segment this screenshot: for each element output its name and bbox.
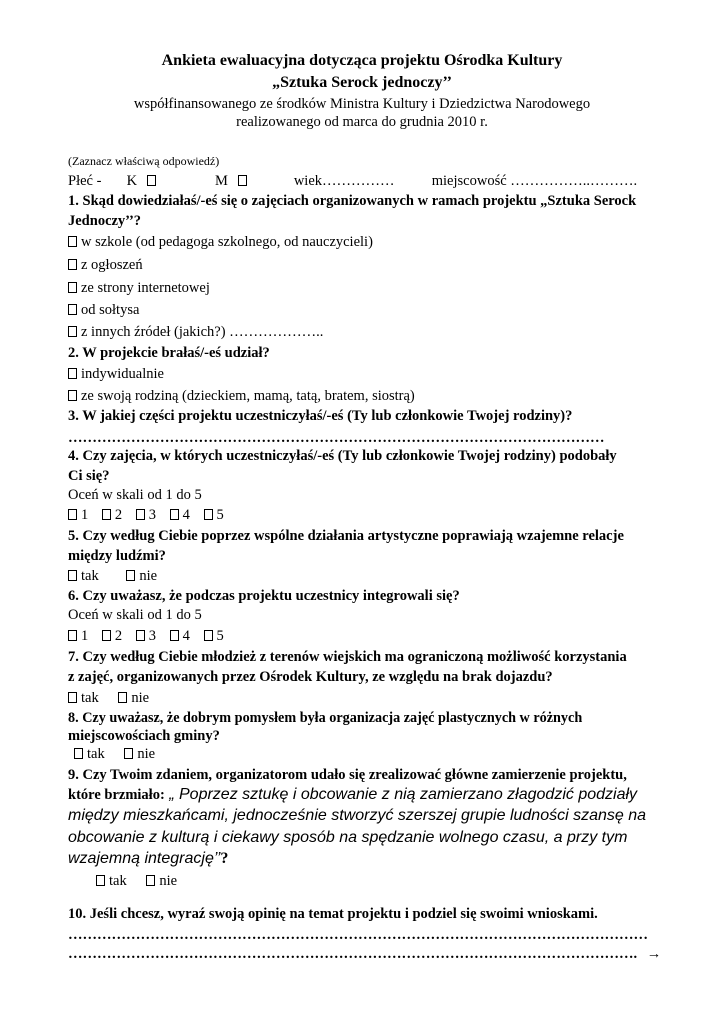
rating-label: 4 — [182, 628, 190, 644]
q4-rating-3[interactable] — [136, 505, 156, 525]
q4-text-line1: 4. Czy zajęcia, w których uczestniczyłaś/-eś (Ty lub członkowie Twojej rodziny) podobały — [68, 448, 617, 464]
q9-option-no[interactable] — [146, 871, 177, 891]
q6-rating-row — [68, 626, 668, 646]
checkbox-icon[interactable] — [68, 304, 77, 315]
checkbox-icon[interactable] — [68, 570, 77, 581]
gender-female-checkbox[interactable] — [147, 175, 156, 186]
q4-scale-label: Oceń w skali od 1 do 5 — [68, 487, 202, 503]
rating-label: 5 — [216, 507, 224, 523]
q2-option-2[interactable] — [68, 386, 668, 406]
q6-rating-1[interactable] — [68, 626, 88, 646]
q4-rating-4[interactable] — [170, 505, 190, 525]
q10-answer-line2-row — [68, 944, 668, 964]
survey-subtitle-line2: realizowanego od marca do grudnia 2010 r. — [236, 114, 488, 130]
option-label: tak — [81, 568, 99, 584]
q1-option-label: od sołtysa — [81, 302, 140, 318]
gender-label: Płeć - — [68, 173, 102, 189]
q9-lead-text: które brzmiało: — [68, 787, 165, 803]
q6-text: 6. Czy uważasz, że podczas projektu uczestnicy integrowali się? — [68, 588, 460, 604]
checkbox-icon[interactable] — [68, 236, 77, 247]
checkbox-icon[interactable] — [68, 259, 77, 270]
checkbox-icon[interactable] — [102, 509, 111, 520]
q7-options — [68, 688, 668, 708]
checkbox-icon[interactable] — [118, 692, 127, 703]
q1-option-4[interactable] — [68, 300, 668, 320]
survey-title-line2: „Sztuka Serock jednoczy’’ — [272, 74, 452, 91]
rating-label: 3 — [148, 507, 156, 523]
q8-options — [74, 744, 674, 764]
q1-option-3[interactable] — [68, 278, 668, 298]
q1-option-5[interactable] — [68, 322, 668, 342]
checkbox-icon[interactable] — [126, 570, 135, 581]
checkbox-icon[interactable] — [68, 509, 77, 520]
q6-rating-2[interactable] — [102, 626, 122, 646]
rating-label: 3 — [148, 628, 156, 644]
q10-text: 10. Jeśli chcesz, wyraź swoją opinię na temat projektu i podziel się swoimi wnioskami. — [68, 906, 598, 922]
survey-subtitle-line1: współfinansowanego ze środków Ministra Kultury i Dziedzictwa Narodowego — [133, 96, 591, 112]
checkbox-icon[interactable] — [68, 282, 77, 293]
checkbox-icon[interactable] — [204, 509, 213, 520]
rating-label: 2 — [114, 507, 123, 523]
q2-text: 2. W projekcie brałaś/-eś udział? — [68, 345, 270, 361]
q7-option-yes[interactable] — [68, 688, 99, 708]
checkbox-icon[interactable] — [68, 390, 77, 401]
q1-text-line2: Jednoczy’’? — [68, 213, 142, 229]
checkbox-icon[interactable] — [124, 748, 133, 759]
gender-male-label: M — [215, 173, 228, 189]
q6-scale-label: Oceń w skali od 1 do 5 — [68, 607, 202, 623]
checkbox-icon[interactable] — [68, 692, 77, 703]
q8-option-yes[interactable] — [74, 744, 105, 764]
q2-option-label: indywidualnie — [81, 366, 164, 382]
instruction-text: (Zaznacz właściwą odpowiedź) — [68, 154, 220, 168]
q4-rating-1[interactable] — [68, 505, 88, 525]
checkbox-icon[interactable] — [68, 630, 77, 641]
q5-option-no[interactable] — [126, 566, 157, 586]
rating-label: 1 — [81, 507, 89, 523]
q2-option-label: ze swoją rodziną (dzieckiem, mamą, tatą, bratem, siostrą) — [81, 388, 415, 404]
q3-text: 3. W jakiej części projektu uczestniczyłaś/-eś (Ty lub członkowie Twojej rodziny)? — [68, 408, 573, 424]
q1-option-label: z innych źródeł (jakich?) ……………….. — [81, 324, 324, 340]
q4-text-line2: Ci się? — [68, 468, 110, 484]
checkbox-icon[interactable] — [68, 368, 77, 379]
q1-text-line1: 1. Skąd dowiedziałaś/-eś się o zajęciach organizowanych w ramach projektu „Sztuka Serock — [68, 193, 637, 209]
checkbox-icon[interactable] — [136, 630, 145, 641]
option-label: nie — [131, 690, 150, 706]
q10-answer-line2[interactable]: ………………………………………………………………………………………………………. — [68, 946, 638, 962]
q1-option-label: z ogłoszeń — [81, 257, 143, 273]
checkbox-icon[interactable] — [102, 630, 111, 641]
q5-option-yes[interactable] — [68, 566, 99, 586]
checkbox-icon[interactable] — [74, 748, 83, 759]
q1-option-1[interactable] — [68, 232, 668, 252]
q6-rating-4[interactable] — [170, 626, 190, 646]
rating-label: 5 — [216, 628, 224, 644]
rating-label: 2 — [114, 628, 123, 644]
checkbox-icon[interactable] — [96, 875, 105, 886]
q9-quote-line3: obcowanie z kulturą i ciekawy sposób na spędzanie wolnego czasu, a przy tym — [68, 829, 628, 846]
checkbox-icon[interactable] — [204, 630, 213, 641]
q3-answer-line[interactable]: ………………………………………………………………………………………………… — [68, 430, 605, 446]
q8-text-line1: 8. Czy uważasz, że dobrym pomysłem była organizacja zajęć plastycznych w różnych — [68, 710, 583, 726]
checkbox-icon[interactable] — [170, 630, 179, 641]
q1-option-2[interactable] — [68, 255, 668, 275]
q1-option-label: ze strony internetowej — [81, 280, 210, 296]
q8-text-line2: miejscowościach gminy? — [68, 728, 220, 744]
q4-rating-row — [68, 505, 668, 525]
q1-option-label: w szkole (od pedagoga szkolnego, od nauczycieli) — [81, 234, 373, 250]
q9-question-mark: ? — [220, 850, 229, 867]
q2-option-1[interactable] — [68, 364, 668, 384]
checkbox-icon[interactable] — [136, 509, 145, 520]
rating-label: 4 — [182, 507, 190, 523]
q5-options — [68, 566, 668, 586]
option-label: nie — [139, 568, 158, 584]
survey-title-line1: Ankieta ewaluacyjna dotycząca projektu Ośrodka Kultury — [161, 52, 563, 69]
q9-option-yes[interactable] — [96, 871, 127, 891]
gender-male-checkbox[interactable] — [238, 175, 247, 186]
age-field[interactable]: wiek…………… — [293, 173, 395, 189]
demographics-row — [68, 171, 668, 191]
q8-option-no[interactable] — [124, 744, 155, 764]
checkbox-icon[interactable] — [170, 509, 179, 520]
gender-female-label: K — [126, 173, 138, 189]
q7-text-line2: z zajęć, organizowanych przez Ośrodek Kultury, ze względu na brak dojazdu? — [68, 669, 553, 685]
q9-options — [96, 871, 696, 891]
q9-quote-line2: między mieszkańcami, jednocześnie stworzyć szerszej grupie ludności szansę na — [68, 807, 647, 824]
q6-rating-3[interactable] — [136, 626, 156, 646]
arrow-right-icon: → — [646, 946, 662, 962]
checkbox-icon[interactable] — [68, 326, 77, 337]
option-label: tak — [81, 690, 99, 706]
place-field[interactable]: miejscowość ……………..………. — [431, 173, 638, 189]
q4-rating-5[interactable] — [204, 505, 224, 525]
q10-answer-line1[interactable]: ………………………………………………………………………………………………………… — [68, 927, 648, 943]
q9-quote-end: wzajemną integrację’’ — [68, 850, 221, 867]
q5-text-line1: 5. Czy według Ciebie poprzez wspólne działania artystyczne poprawiają wzajemne relacje — [68, 528, 624, 544]
option-label: tak — [109, 873, 127, 889]
rating-label: 1 — [81, 628, 89, 644]
q9-text-line1: 9. Czy Twoim zdaniem, organizatorom udało się zrealizować główne zamierzenie projektu, — [68, 767, 627, 783]
q7-text-line1: 7. Czy według Ciebie młodzież z terenów wiejskich ma ograniczoną możliwość korzystania — [68, 649, 627, 665]
q9-quote-line1: „ Poprzez sztukę i obcowanie z nią zamierzano złagodzić podziały — [164, 786, 638, 803]
q4-rating-2[interactable] — [102, 505, 122, 525]
option-label: tak — [87, 746, 105, 762]
q6-rating-5[interactable] — [204, 626, 224, 646]
option-label: nie — [137, 746, 156, 762]
q7-option-no[interactable] — [118, 688, 149, 708]
q9-quote-line4 — [68, 849, 668, 869]
q9-text-line2 — [68, 785, 668, 805]
q5-text-line2: między ludźmi? — [68, 548, 166, 564]
option-label: nie — [159, 873, 178, 889]
checkbox-icon[interactable] — [146, 875, 155, 886]
